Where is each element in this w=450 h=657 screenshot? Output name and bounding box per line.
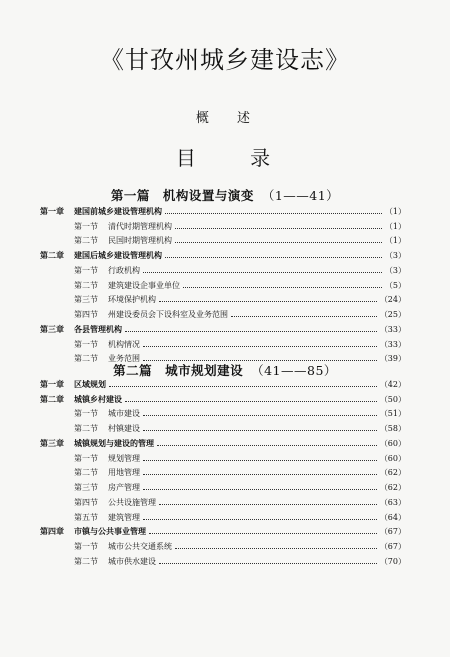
dot-leader [165,257,382,258]
toc-section-row [40,554,406,569]
entry-title: 民国时期管理机构 [108,236,172,246]
entry-page: （5） [384,280,406,290]
entry-number: 第二节 [74,468,98,478]
entry-number: 第一节 [74,542,98,552]
dot-leader [143,474,377,475]
entry-number: 第二节 [74,354,98,364]
dot-leader [175,242,382,243]
entry-number: 第四章 [40,526,64,537]
entry-page: （1） [384,221,406,231]
toc-section-row [40,466,406,481]
entry-number: 第一节 [74,339,98,349]
entry-number: 第五节 [74,512,98,522]
entry-page: （58） [379,424,406,434]
entry-title: 建筑建设企事业单位 [108,280,180,290]
entry-number: 第一节 [74,409,98,419]
toc-section-row [40,451,406,466]
toc-list [40,204,406,366]
entry-number: 第二节 [74,424,98,434]
entry-number: 第二章 [40,393,64,404]
dot-leader [149,533,377,534]
entry-title: 环境保护机构 [108,295,156,305]
part-title: 第二篇 城市规划建设 [113,363,244,378]
entry-title: 城市公共交通系统 [108,542,172,552]
dot-leader [159,563,377,564]
toc-section-row [40,337,406,352]
book-title: 《甘孜州城乡建设志》 [100,46,350,74]
toc-section-row [40,539,406,554]
entry-page: （42） [379,379,406,389]
toc-section-row [40,407,406,422]
toc-section-row [40,263,406,278]
entry-title: 区域规划 [74,378,106,389]
dot-leader [231,316,377,317]
entry-page: （62） [379,468,406,478]
entry-page: （1） [384,206,406,216]
entry-number: 第三节 [74,483,98,493]
dot-leader [143,460,377,461]
entry-page: （70） [379,556,406,566]
entry-title: 业务范围 [108,354,140,364]
entry-number: 第四节 [74,497,98,507]
toc-section-row [40,495,406,510]
toc-chapter-row [40,377,406,392]
dot-leader [143,415,377,416]
entry-title: 州建设委员会下设科室及业务范围 [108,310,228,320]
entry-title: 城市供水建设 [108,556,156,566]
toc-chapter-row [40,322,406,337]
entry-page: （33） [379,339,406,349]
entry-title: 机构情况 [108,339,140,349]
entry-number: 第三章 [40,437,64,448]
dot-leader [143,519,377,520]
entry-number: 第四节 [74,310,98,320]
entry-title: 规划管理 [108,453,140,463]
entry-number: 第一章 [40,205,64,216]
dot-leader [109,386,377,387]
toc-chapter-row [40,525,406,540]
entry-page: （62） [379,483,406,493]
toc-section-row [40,278,406,293]
dot-leader [125,331,377,332]
part-page-range: （41——85） [251,363,337,378]
toc-chapter-row [40,248,406,263]
dot-leader [175,548,377,549]
toc-list [40,377,406,569]
entry-number: 第二章 [40,250,64,261]
dot-leader [159,504,377,505]
toc-section-row [40,234,406,249]
entry-title: 城镇规划与建设的管理 [74,437,154,448]
entry-number: 第二节 [74,236,98,246]
entry-title: 行政机构 [108,265,140,275]
entry-title: 房产管理 [108,483,140,493]
entry-title: 建国前城乡建设管理机构 [74,205,162,216]
dot-leader [143,489,377,490]
entry-title: 各县管理机构 [74,323,122,334]
toc-heading: 目 录 [175,146,295,170]
entry-number: 第二节 [74,280,98,290]
entry-number: 第二节 [74,556,98,566]
entry-title: 清代时期管理机构 [108,221,172,231]
entry-page: （33） [379,324,406,334]
dot-leader [143,272,382,273]
entry-title: 城镇乡村建设 [74,393,122,404]
toc-section-row [40,480,406,495]
dot-leader [125,401,377,402]
entry-page: （25） [379,310,406,320]
entry-page: （63） [379,497,406,507]
toc-chapter-row [40,204,406,219]
part-title: 第一篇 机构设置与演变 [110,188,254,203]
entry-number: 第三节 [74,295,98,305]
dot-leader [143,430,377,431]
entry-page: （3） [384,251,406,261]
entry-title: 建筑管理 [108,512,140,522]
entry-page: （39） [379,354,406,364]
dot-leader [165,213,382,214]
entry-title: 市镇与公共事业管理 [74,526,146,537]
entry-page: （50） [379,394,406,404]
entry-page: （64） [379,512,406,522]
entry-number: 第一章 [40,378,64,389]
entry-page: （1） [384,236,406,246]
part-heading [0,186,450,204]
toc-section-row [40,293,406,308]
entry-title: 村镇建设 [108,424,140,434]
entry-page: （60） [379,453,406,463]
entry-page: （51） [379,409,406,419]
entry-page: （67） [379,527,406,537]
toc-chapter-row [40,392,406,407]
toc-section-row [40,219,406,234]
toc-section-row [40,421,406,436]
entry-title: 建国后城乡建设管理机构 [74,250,162,261]
dot-leader [183,287,382,288]
toc-section-row [40,510,406,525]
entry-page: （24） [379,295,406,305]
part-page-range: （1——41） [261,188,340,203]
entry-number: 第一节 [74,221,98,231]
overview-heading: 概 述 [195,111,263,126]
entry-number: 第一节 [74,265,98,275]
dot-leader [175,228,382,229]
toc-section-row [40,307,406,322]
entry-page: （67） [379,542,406,552]
toc-chapter-row [40,436,406,451]
entry-page: （60） [379,438,406,448]
entry-title: 城市建设 [108,409,140,419]
entry-number: 第一节 [74,453,98,463]
entry-title: 用地管理 [108,468,140,478]
entry-page: （3） [384,265,406,275]
dot-leader [157,445,377,446]
entry-title: 公共设施管理 [108,497,156,507]
dot-leader [159,301,377,302]
entry-number: 第三章 [40,323,64,334]
dot-leader [143,346,377,347]
